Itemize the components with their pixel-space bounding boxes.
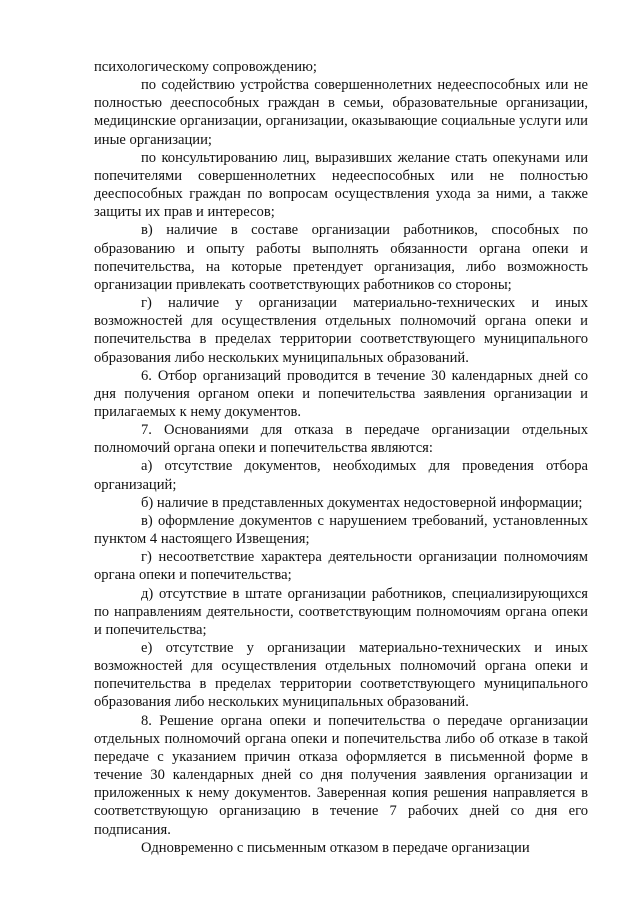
paragraph-7: 7. Основаниями для отказа в передаче организации отдельных полномочий органа опеки и попечительства являются: (94, 422, 588, 457)
paragraph-5: г) наличие у организации материально-технических и иных возможностей для осуществления отдельных полномочий органа опеки и попечительства в пределах территории соответствующего муниципального образования либо нескольких муниципальных образований. (94, 295, 588, 366)
paragraph-8: а) отсутствие документов, необходимых для проведения отбора организаций; (94, 458, 588, 493)
paragraph-3: по консультированию лиц, выразивших желание стать опекунами или попечителями совершеннолетних недееспособных или не полностью дееспособных граждан по вопросам осуществления ухода за ними, а также защиты их прав и интересов; (94, 149, 588, 221)
paragraph-14: 8. Решение органа опеки и попечительства о передаче организации отдельных полномочий органа опеки и попечительства либо об отказе в такой передаче с указанием причин отказа оформляется в письменной форме в течение 30 календарных дней со дня получения заявления организации и приложенных к нему документов. Заверенная копия решения направляется в соответствующую организацию в течение 7 рабочих дней со дня его подписания. (94, 712, 588, 838)
document-body (94, 58, 588, 857)
paragraph-9: б) наличие в представленных документах недостоверной информации; (141, 494, 583, 511)
paragraph-1: психологическому сопровождению; (94, 59, 317, 75)
paragraph-6: 6. Отбор организаций проводится в течение 30 календарных дней со дня получения органом опеки и попечительства заявления организации и прилагаемых к нему документов. (94, 367, 588, 420)
paragraph-10: в) оформление документов с нарушением требований, установленных пунктом 4 настоящего Извещения; (94, 512, 588, 548)
paragraph-4: в) наличие в составе организации работников, способных по образованию и опыту работы выполнять обязанности органа опеки и попечительства, на которые претендует организация, либо возможность организации привлекать соответствующих работников со стороны; (94, 222, 588, 293)
paragraph-15: Одновременно с письменным отказом в передаче организации (141, 839, 530, 856)
paragraph-12: д) отсутствие в штате организации работников, специализирующихся по направлениям деятельности, соответствующим полномочиям органа опеки и попечительства; (94, 585, 588, 638)
paragraph-13: е) отсутствие у организации материально-технических и иных возможностей для осуществления отдельных полномочий органа опеки и попечительства в пределах территории соответствующего муниципального образования либо нескольких муниципальных образований. (94, 640, 588, 711)
paragraph-11: г) несоответствие характера деятельности организации полномочиям органа опеки и попечительства; (94, 549, 588, 584)
paragraph-2: по содействию устройства совершеннолетних недееспособных или не полностью дееспособных граждан в семьи, образовательные организации, медицинские организации, организации, оказывающие социальные услуги или иные организации; (94, 77, 588, 148)
